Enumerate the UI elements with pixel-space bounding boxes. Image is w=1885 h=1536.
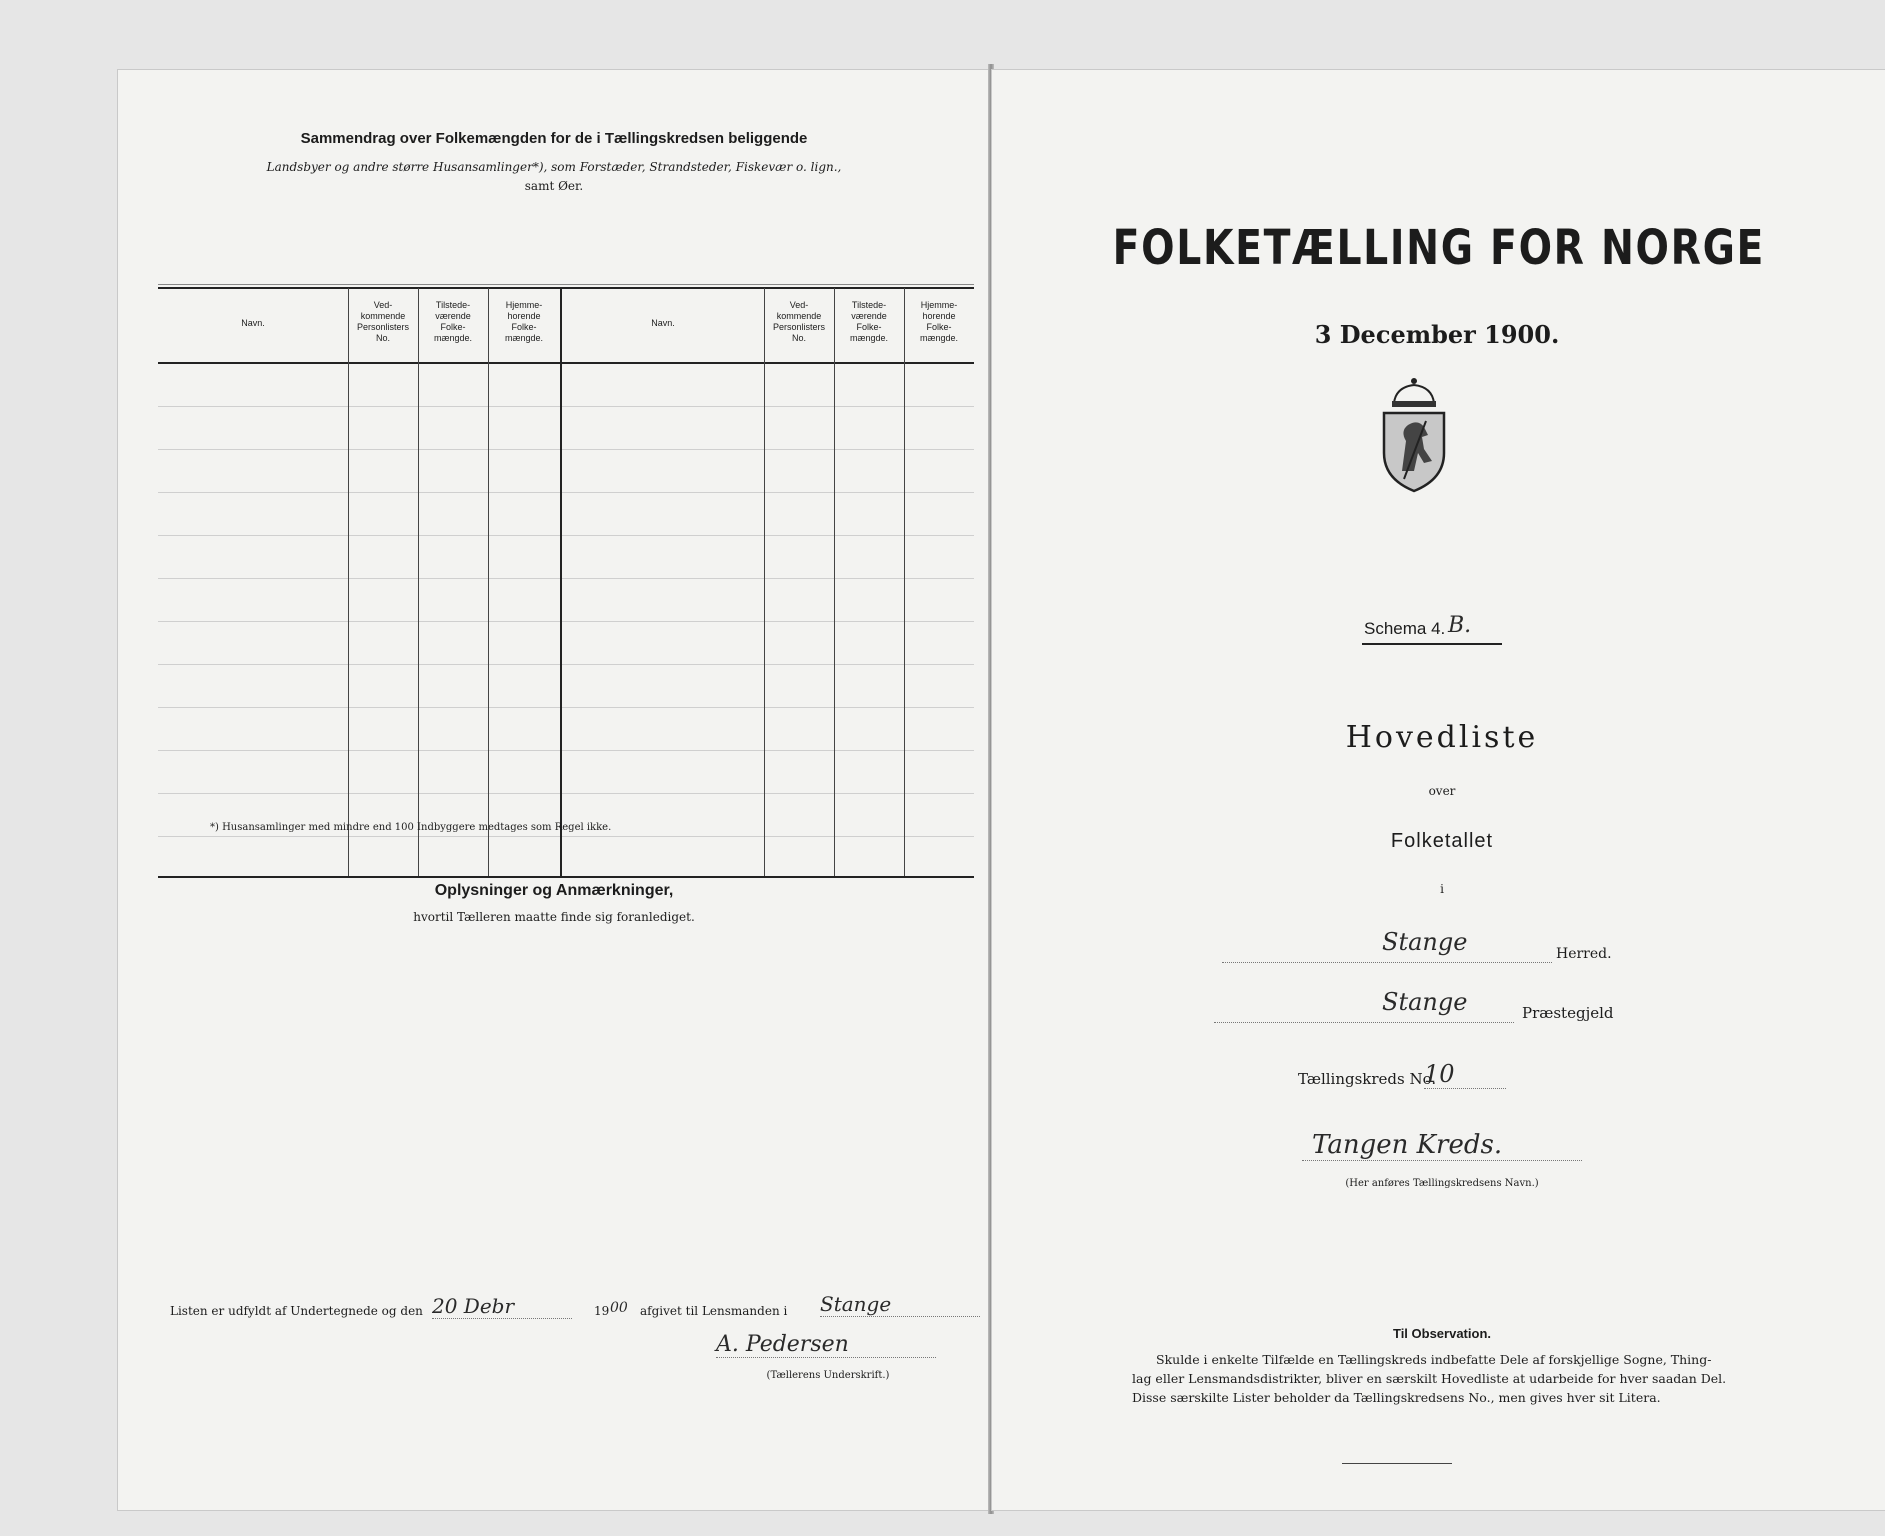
place-handwritten: Stange bbox=[820, 1292, 980, 1317]
remarks-subtitle: hvortil Tælleren maatte finde sig foranlediget. bbox=[413, 910, 695, 924]
summary-subtitle: Landsbyer og andre større Husansamlinger*), som Forstæder, Strandsteder, Fiskevær o. lign., bbox=[266, 160, 842, 174]
signature-line bbox=[170, 1292, 990, 1328]
footnote: *) Husansamlinger med mindre end 100 Indbyggere medtages som Regel ikke. bbox=[210, 822, 612, 833]
schema-label: Schema 4. bbox=[1364, 619, 1446, 638]
main-title: FOLKETÆLLING FOR NORGE bbox=[1112, 220, 1765, 276]
header-hjemme-2: Hjemme- horende Folke- mængde. bbox=[919, 300, 959, 343]
main-title-wrap bbox=[992, 220, 1885, 276]
date-handwritten: 20 Debr bbox=[432, 1294, 572, 1319]
herred-handwritten: Stange bbox=[1382, 928, 1468, 956]
left-page bbox=[118, 70, 990, 1510]
summary-title: Sammendrag over Folkemængden for de i Tællingskredsen beliggende bbox=[300, 130, 808, 147]
over-label: over bbox=[1428, 784, 1456, 798]
schema-line bbox=[1362, 613, 1502, 645]
hovedliste-title: Hovedliste bbox=[1345, 720, 1539, 755]
norway-coat-of-arms-icon bbox=[1374, 375, 1454, 495]
signature-middle: afgivet til Lensmanden i bbox=[640, 1304, 788, 1318]
enumerator-signature: A. Pedersen bbox=[716, 1332, 936, 1358]
header-navn-1: Navn. bbox=[241, 318, 265, 328]
year-prefix: 19 bbox=[594, 1304, 610, 1318]
signature-prefix: Listen er udfyldt af Undertegnede og den bbox=[170, 1304, 423, 1318]
census-date: 3 December 1900. bbox=[1314, 320, 1560, 349]
header-tilstede-2: Tilstede- værende Folke- mængde. bbox=[849, 300, 889, 343]
summary-subtitle-2: samt Øer. bbox=[524, 179, 584, 193]
schema-handwritten: B. bbox=[1448, 613, 1472, 638]
year-handwritten: 00 bbox=[610, 1300, 628, 1316]
header-personlister-2: Ved- kommende Personlisters No. bbox=[772, 300, 826, 343]
i-label: i bbox=[1440, 882, 1444, 896]
kreds-caption: (Her anføres Tællingskredsens Navn.) bbox=[1345, 1178, 1539, 1189]
header-navn-2: Navn. bbox=[651, 318, 675, 328]
bottom-rule bbox=[1342, 1463, 1452, 1464]
prestegjeld-handwritten: Stange bbox=[1382, 988, 1468, 1016]
prestegjeld-line bbox=[1214, 988, 1514, 1023]
observation-line-1: Skulde i enkelte Tilfælde en Tællingskreds indbefatte Dele af forskjellige Sogne, Thing- bbox=[1156, 1352, 1712, 1367]
herred-label: Herred. bbox=[1556, 946, 1612, 962]
folketallet-label: Folketallet bbox=[1390, 830, 1494, 852]
summary-table bbox=[158, 216, 974, 876]
header-hjemme-1: Hjemme- horende Folke- mængde. bbox=[504, 300, 544, 343]
header-tilstede-1: Tilstede- værende Folke- mængde. bbox=[433, 300, 473, 343]
observation-line-3: Disse særskilte Lister beholder da Tællingskredsens No., men gives hver sit Litera. bbox=[1132, 1390, 1661, 1405]
observation-line-2: lag eller Lensmandsdistrikter, bliver en særskilt Hovedliste at udarbeide for hver saadan Del. bbox=[1132, 1371, 1727, 1386]
herred-line bbox=[1222, 928, 1552, 963]
header-personlister-1: Ved- kommende Personlisters No. bbox=[356, 300, 410, 343]
prestegjeld-label: Præstegjeld bbox=[1522, 1004, 1614, 1022]
right-page bbox=[992, 70, 1885, 1510]
kreds-number-handwritten: 10 bbox=[1424, 1060, 1506, 1089]
observation-text bbox=[1132, 1350, 1832, 1407]
observation-title: Til Observation. bbox=[1392, 1326, 1491, 1341]
remarks-title: Oplysninger og Anmærkninger, bbox=[434, 882, 674, 899]
kreds-name-handwritten: Tangen Kreds. bbox=[1302, 1130, 1582, 1161]
kreds-label: Tællingskreds No. bbox=[1298, 1070, 1437, 1088]
signature-caption: (Tællerens Underskrift.) bbox=[766, 1370, 890, 1381]
